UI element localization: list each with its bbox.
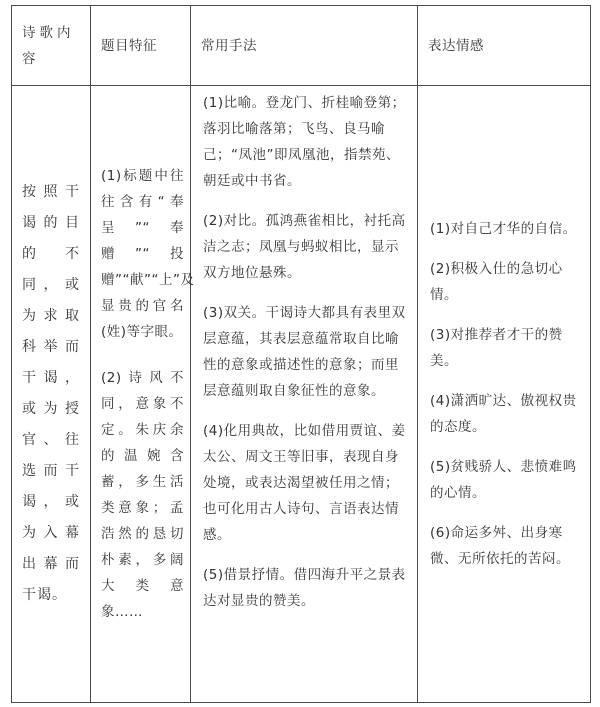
header-cell-emotions [418,6,591,86]
emotions-cell [418,86,591,703]
title-features-cell [91,86,195,703]
technique-item: (4)化用典故，比如借用贾谊、姜太公、周文王等旧事，表现自身处境，或表达渴望被任用之情；也可化用古人诗句、言语表达情感。 [203,423,406,543]
emotion-item: (6)命运多舛、出身寒微、无所依托的苦闷。 [430,525,570,567]
title-feature-item: (2)诗风不同，意象不定。朱庆余的温婉含蓄，多生活类意象；孟浩然的恳切朴素，多阔大类意象…… [101,370,184,620]
emotion-item: (2)积极入仕的急切心情。 [430,261,563,303]
header-row [12,6,591,86]
technique-item: (3)双关。干谒诗大都具有表里双层意蕴，其表层意蕴常取自比喻性的意象或描述性的意象；而里层意蕴则取自象征性的意象。 [203,305,406,399]
header-cell-content [12,6,91,86]
poetry-table [11,5,591,703]
emotion-item: (3)对推荐者才干的赞美。 [430,327,563,369]
header-content-text: 诗歌内容 [22,24,75,67]
header-title-features-text: 题目特征 [101,37,157,54]
emotion-item: (5)贫贱骄人、悲愤难鸣的心情。 [430,459,577,501]
technique-item: (2)对比。孤鸿燕雀相比，衬托高洁之志；凤凰与蚂蚁相比，显示双方地位悬殊。 [203,213,406,281]
emotion-item: (4)潇洒旷达、傲视权贵的态度。 [430,393,577,435]
header-cell-techniques [191,6,418,86]
emotion-item: (1)对自己才华的自信。 [430,221,577,237]
techniques-cell [191,86,418,703]
technique-item: (5)借景抒情。借四海升平之景表达对显贵的赞美。 [203,567,406,609]
header-emotions-text: 表达情感 [428,37,484,54]
header-cell-title-features [91,6,191,86]
table-row [12,86,591,703]
content-cell [12,86,91,703]
technique-item: (1)比喻。登龙门、折桂喻登第；落羽比喻落第；飞鸟、良马喻己；“凤池”即凤凰池，指禁苑、朝廷或中书省。 [203,95,406,189]
content-text: 按照干谒的目的不同，或为求取科举而干谒，或为授官、往选而干谒，或为入幕出幕而干谒。 [22,184,80,603]
title-feature-item: (1)标题中往往含有“奉呈”“奉赠”“投赠”“献”“上”及显贵的官名(姓)等字眼。 [101,168,195,340]
header-techniques-text: 常用手法 [201,37,257,54]
